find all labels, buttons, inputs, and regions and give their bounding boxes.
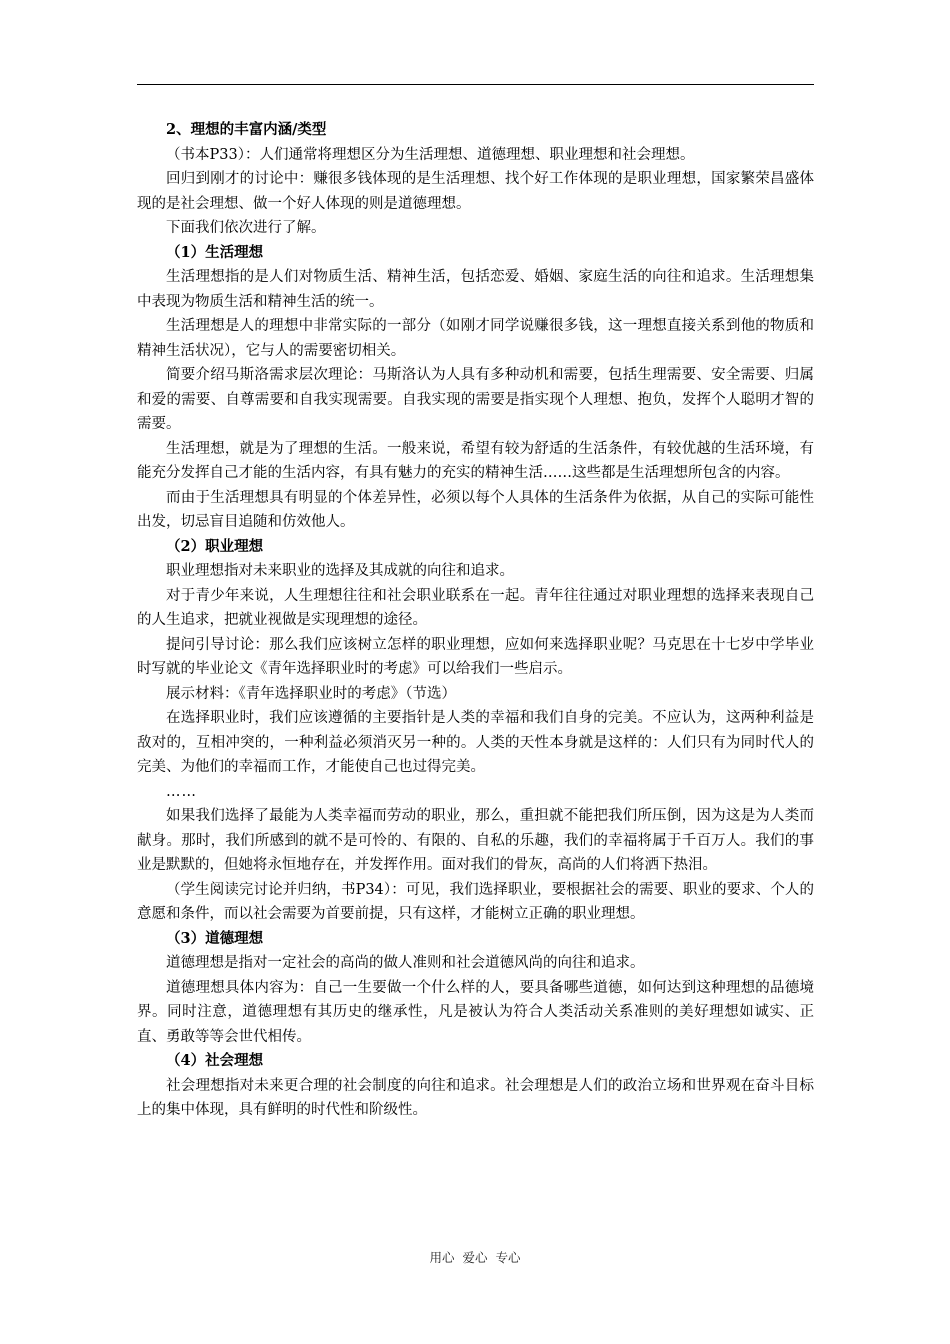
paragraph: 简要介绍马斯洛需求层次理论：马斯洛认为人具有多种动机和需要，包括生理需要、安全需要、归属和爱的需要、自尊需要和自我实现需要。自我实现的需要是指实现个人理想、抱负，发挥个人聪明才智的需要。	[137, 367, 814, 432]
paragraph: 社会理想指对未来更合理的社会制度的向往和追求。社会理想是人们的政治立场和世界观在奋斗目标上的集中体现，具有鲜明的时代性和阶级性。	[137, 1077, 814, 1118]
paragraph: 生活理想，就是为了理想的生活。一般来说，希望有较为舒适的生活条件，有较优越的生活环境，有能充分发挥自己才能的生活内容，有具有魅力的充实的精神生活……这些都是生活理想所包含的内容。	[137, 440, 814, 481]
section-title: 2、理想的丰富内涵/类型	[166, 121, 327, 138]
subsection-heading-career: （2）职业理想	[166, 537, 264, 555]
subsection-heading-social: （4）社会理想	[166, 1052, 264, 1069]
paragraph: 职业理想指对未来职业的选择及其成就的向往和追求。	[166, 563, 514, 579]
paragraph: 提问引导讨论：那么我们应该树立怎样的职业理想，应如何来选择职业呢？马克思在十七岁中学毕业时写就的毕业论文《青年选择职业时的考虑》可以给我们一些启示。	[137, 636, 814, 677]
page-footer: 用心 爱心 专心	[429, 1250, 521, 1265]
subsection-heading-moral: （3）道德理想	[166, 929, 264, 947]
subsection-heading-life: （1）生活理想	[166, 243, 264, 261]
paragraph: 而由于生活理想具有明显的个体差异性，必须以每个人具体的生活条件为依据，从自己的实际可能性出发，切忌盲目追随和仿效他人。	[137, 489, 814, 530]
paragraph: 生活理想指的是人们对物质生活、精神生活，包括恋爱、婚姻、家庭生活的向往和追求。生活理想集中表现为物质生活和精神生活的统一。	[137, 269, 814, 310]
quoted-paragraph: 在选择职业时，我们应该遵循的主要指针是人类的幸福和我们自身的完美。不应认为，这两种利益是敌对的，互相冲突的，一种利益必须消灭另一种的。人类的天性本身就是这样的：人们只有为同时代人的完美、为他们的幸福而工作，才能使自己也过得完美。	[137, 710, 814, 775]
paragraph: 道德理想具体内容为：自己一生要做一个什么样的人，要具备哪些道德，如何达到这种理想的品德境界。同时注意，道德理想有其历史的继承性，凡是被认为符合人类活动关系准则的美好理想如诚实、正直、勇敢等等会世代相传。	[137, 979, 814, 1045]
quoted-paragraph: 如果我们选择了最能为人类幸福而劳动的职业，那么，重担就不能把我们所压倒，因为这是为人类而献身。那时，我们所感到的就不是可怜的、有限的、自私的乐趣，我们的幸福将属于千百万人。我们的事业是默默的，但她将永恒地存在，并发挥作用。面对我们的骨灰，高尚的人们将洒下热泪。	[137, 808, 814, 873]
paragraph: 回归到刚才的讨论中：赚很多钱体现的是生活理想、找个好工作体现的是职业理想，国家繁荣昌盛体现的是社会理想、做一个好人体现的则是道德理想。	[137, 171, 814, 212]
ellipsis: ……	[166, 783, 197, 800]
paragraph: 下面我们依次进行了解。	[166, 220, 326, 236]
document-body	[137, 118, 814, 1123]
paragraph: 对于青少年来说，人生理想往往和社会职业联系在一起。青年往往通过对职业理想的选择来表现自己的人生追求，把就业视做是实现理想的途径。	[137, 587, 814, 628]
paragraph: 展示材料：《青年选择职业时的考虑》（节选）	[166, 685, 456, 702]
paragraph: （书本P33）：人们通常将理想区分为生活理想、道德理想、职业理想和社会理想。	[166, 146, 695, 163]
paragraph: 生活理想是人的理想中非常实际的一部分（如刚才同学说赚很多钱，这一理想直接关系到他的物质和精神生活状况），它与人的需要密切相关。	[137, 318, 814, 359]
paragraph: （学生阅读完讨论并归纳，书P34）：可见，我们选择职业，要根据社会的需要、职业的要求、个人的意愿和条件，而以社会需要为首要前提，只有这样，才能树立正确的职业理想。	[137, 881, 814, 922]
paragraph: 道德理想是指对一定社会的高尚的做人准则和社会道德风尚的向往和追求。	[166, 955, 645, 971]
header-rule	[137, 84, 814, 85]
